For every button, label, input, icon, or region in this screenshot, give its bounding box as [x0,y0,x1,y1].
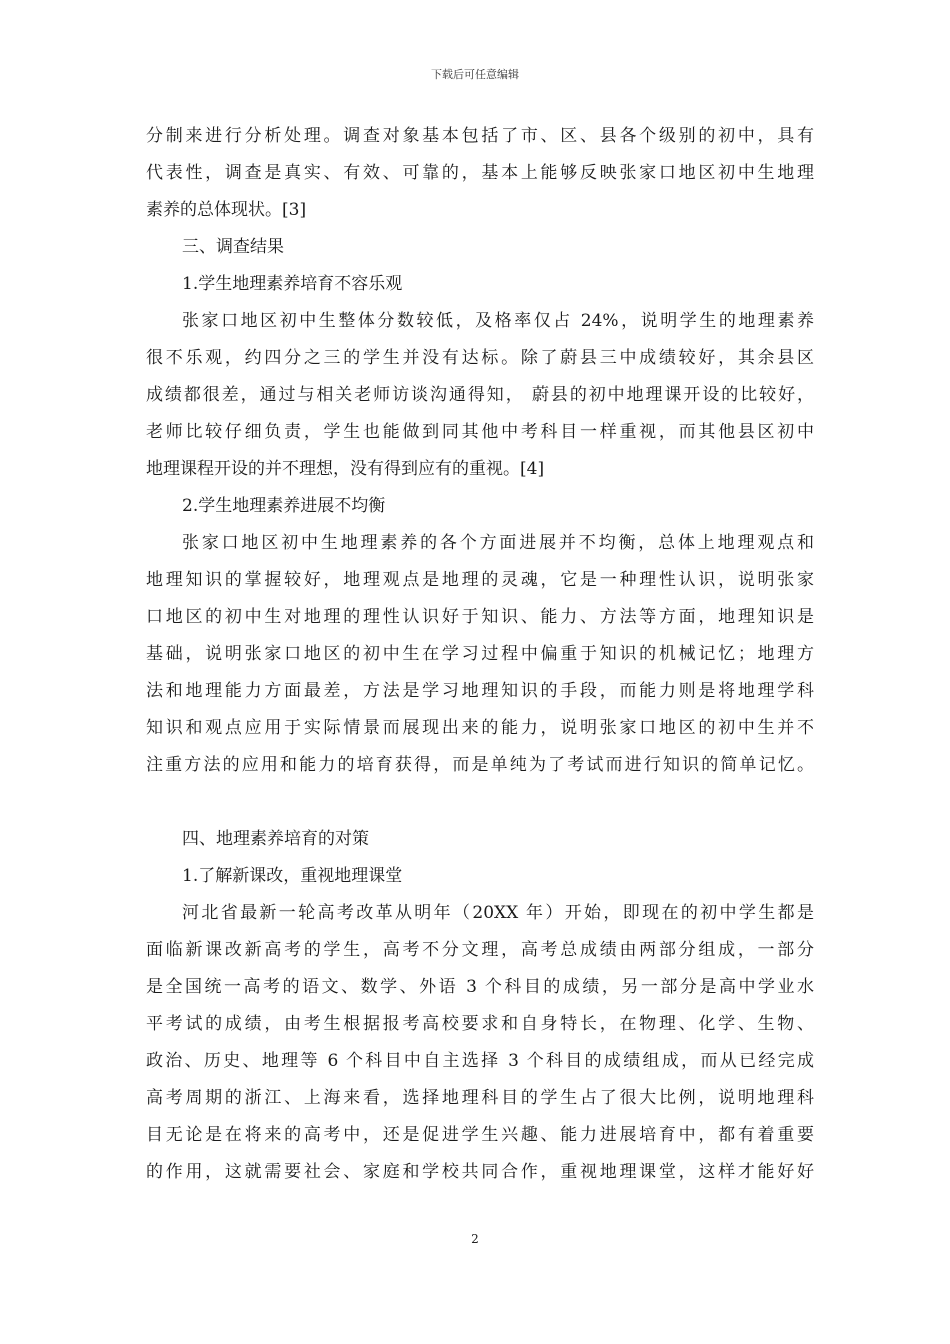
text-line: 目无论是在将来的高考中，还是促进学生兴趣、能力进展培育中，都有着重要 [146,1125,814,1145]
text-line: 老师比较仔细负责，学生也能做到同其他中考科目一样重视，而其他县区初中 [146,422,814,442]
text-line: 高考周期的浙江、上海来看，选择地理科目的学生占了很大比例，说明地理科 [146,1088,814,1108]
subsection-heading: 2.学生地理素养进展不均衡 [182,496,386,516]
text-line: 面临新课改新高考的学生，高考不分文理，高考总成绩由两部分组成，一部分 [146,940,814,960]
text-line: 很不乐观，约四分之三的学生并没有达标。除了蔚县三中成绩较好，其余县区 [146,348,814,368]
text-line: 口地区的初中生对地理的理性认识好于知识、能力、方法等方面，地理知识是 [146,607,814,627]
text-line: 河北省最新一轮高考改革从明年（20XX 年）开始，即现在的初中学生都是 [182,903,814,923]
section-heading: 三、调查结果 [182,237,284,257]
blank-line [146,784,814,821]
page-number: 2 [471,1232,479,1246]
text-line: 政治、历史、地理等 6 个科目中自主选择 3 个科目的成绩组成，而从已经完成 [146,1051,814,1071]
text-line: 基础，说明张家口地区的初中生在学习过程中偏重于知识的机械记忆；地理方 [146,644,814,664]
text-line: 地理知识的掌握较好，地理观点是地理的灵魂，它是一种理性认识，说明张家 [146,570,814,590]
text-line: 平考试的成绩，由考生根据报考高校要求和自身特长，在物理、化学、生物、 [146,1014,814,1034]
text-line: 素养的总体现状。[3] [146,200,307,220]
text-line: 分制来进行分析处理。调查对象基本包括了市、区、县各个级别的初中，具有 [146,126,814,146]
section-heading: 四、地理素养培育的对策 [182,829,369,849]
subsection-heading: 1.了解新课改，重视地理课堂 [182,866,403,886]
text-line: 张家口地区初中生地理素养的各个方面进展并不均衡，总体上地理观点和 [182,533,814,553]
text-line: 的作用，这就需要社会、家庭和学校共同合作，重视地理课堂，这样才能好好 [146,1162,814,1182]
text-line: 知识和观点应用于实际情景而展现出来的能力，说明张家口地区的初中生并不 [146,718,814,738]
text-line: 代表性，调查是真实、有效、可靠的，基本上能够反映张家口地区初中生地理 [146,163,814,183]
text-line: 法和地理能力方面最差，方法是学习地理知识的手段，而能力则是将地理学科 [146,681,814,701]
text-line: 成绩都很差，通过与相关老师访谈沟通得知， 蔚县的初中地理课开设的比较好， [146,385,814,405]
subsection-heading: 1.学生地理素养培育不容乐观 [182,274,403,294]
text-line: 张家口地区初中生整体分数较低，及格率仅占 24%，说明学生的地理素养 [182,311,814,331]
text-line: 是全国统一高考的语文、数学、外语 3 个科目的成绩，另一部分是高中学业水 [146,977,814,997]
text-line: 注重方法的应用和能力的培育获得，而是单纯为了考试而进行知识的简单记忆。 [146,755,814,775]
document-body [146,118,814,1191]
text-line: 地理课程开设的并不理想，没有得到应有的重视。[4] [146,459,545,479]
page-header-note: 下载后可任意编辑 [431,68,519,81]
